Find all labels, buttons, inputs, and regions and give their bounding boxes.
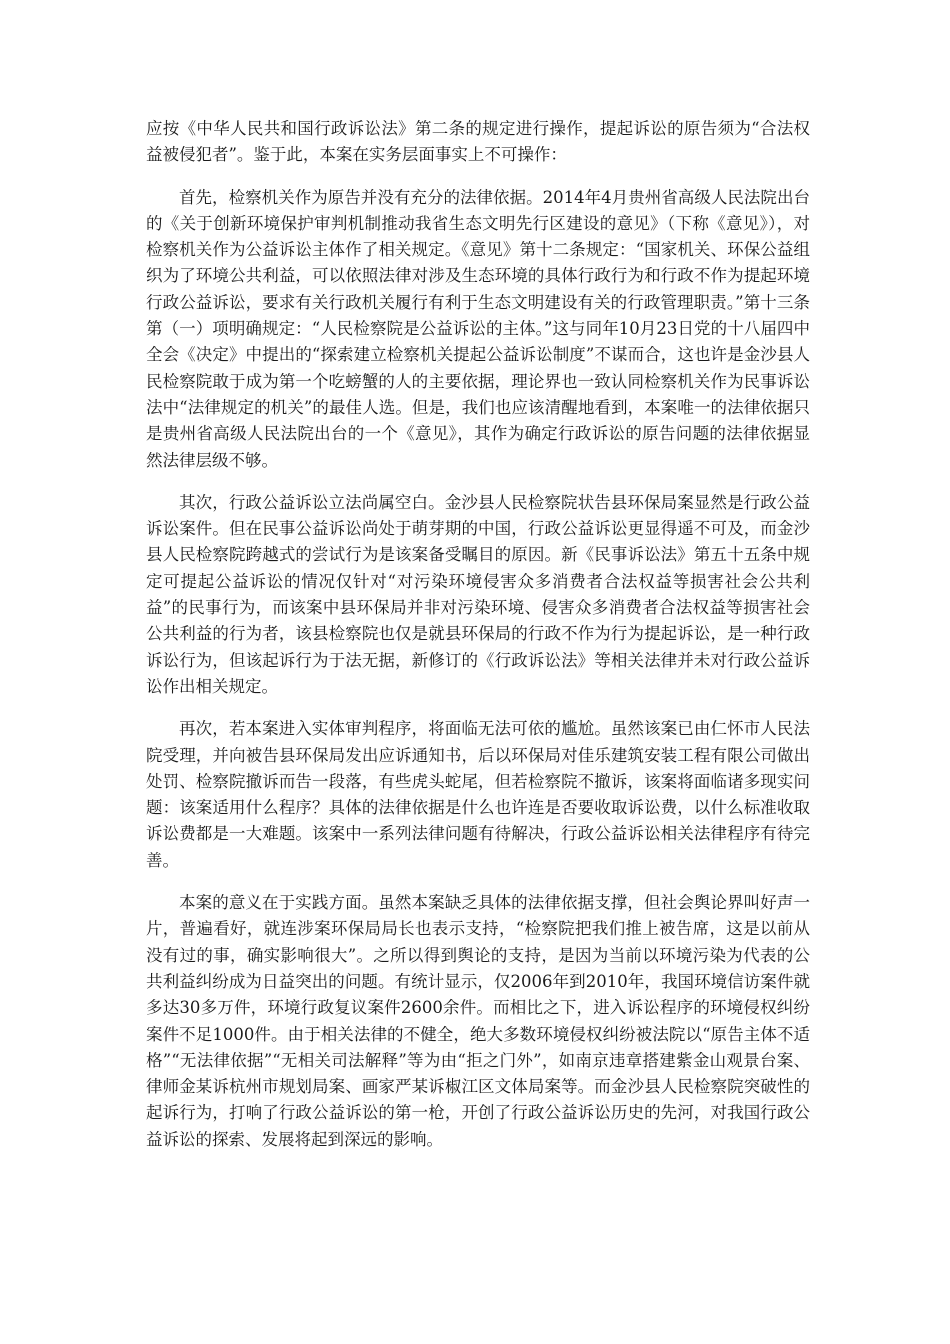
paragraph-third-point: 再次，若本案进入实体审判程序，将面临无法可依的尴尬。虽然该案已由仁怀市人民法院受理，并向被告县环保局发出应诉通知书，后以环保局对佳乐建筑安装工程有限公司做出处罚、检察院撤诉而告一段落，有些虎头蛇尾，但若检察院不撤诉，该案将面临诸多现实问题：该案适用什么程序？具体的法律依据是什么也许连是否要收取诉讼费，以什么标准收取诉讼费都是一大难题。该案中一系列法律问题有待解决，行政公益诉讼相关法律程序有待完善。 [146, 719, 810, 870]
paragraph-continuation: 应按《中华人民共和国行政诉讼法》第二条的规定进行操作，提起诉讼的原告须为“合法权益被侵犯者”。鉴于此，本案在实务层面事实上不可操作： [146, 119, 810, 165]
paragraph-second-point: 其次，行政公益诉讼立法尚属空白。金沙县人民检察院状告县环保局案显然是行政公益诉讼案件。但在民事公益诉讼尚处于萌芽期的中国，行政公益诉讼更显得遥不可及，而金沙县人民检察院跨越式的尝试行为是该案备受瞩目的原因。新《民事诉讼法》第五十五条中规定可提起公益诉讼的情况仅针对“对污染环境侵害众多消费者合法权益等损害社会公共利益”的民事行为，而该案中县环保局并非对污染环境、侵害众多消费者合法权益等损害社会公共利益的行为者，该县检察院也仅是就县环保局的行政不作为行为提起诉讼，是一种行政诉讼行为，但该起诉行为于法无据，新修订的《行政诉讼法》等相关法律并未对行政公益诉讼作出相关规定。 [146, 492, 810, 696]
paragraph-first-point: 首先，检察机关作为原告并没有充分的法律依据。2014年4月贵州省高级人民法院出台的《关于创新环境保护审判机制推动我省生态文明先行区建设的意见》（下称《意见》），对检察机关作为公益诉讼主体作了相关规定。《意见》第十二条规定：“国家机关、环保公益组织为了环境公共利益，可以依照法律对涉及生态环境的具体行政行为和行政不作为提起环境行政公益诉讼，要求有关行政机关履行有利于生态文明建设有关的行政管理职责。”第十三条第（一）项明确规定：“人民检察院是公益诉讼的主体。”这与同年10月23日党的十八届四中全会《决定》中提出的“探索建立检察机关提起公益诉讼制度”不谋而合，这也许是金沙县人民检察院敢于成为第一个吃螃蟹的人的主要依据，理论界也一致认同检察机关作为民事诉讼法中“法律规定的机关”的最佳人选。但是，我们也应该清醒地看到，本案唯一的法律依据只是贵州省高级人民法院出台的一个《意见》，其作为确定行政诉讼的原告问题的法律依据显然法律层级不够。 [146, 187, 810, 470]
paragraph-significance: 本案的意义在于实践方面。虽然本案缺乏具体的法律依据支撑，但社会舆论界叫好声一片，普遍看好，就连涉案环保局局长也表示支持，“检察院把我们推上被告席，这是以前从没有过的事，确实影响很大”。之所以得到舆论的支持，是因为当前以环境污染为代表的公共利益纠纷成为日益突出的问题。有统计显示，仅2006年到2010年，我国环境信访案件就多达30多万件，环境行政复议案件2600余件。而相比之下，进入诉讼程序的环境侵权纠纷案件不足1000件。由于相关法律的不健全，绝大多数环境侵权纠纷被法院以“原告主体不适格”“无法律依据”“无相关司法解释”等为由“拒之门外”，如南京违章搭建紫金山观景台案、律师金某诉杭州市规划局案、画家严某诉椒江区文体局案等。而金沙县人民检察院突破性的起诉行为，打响了行政公益诉讼的第一枪，开创了行政公益诉讼历史的先河，对我国行政公益诉讼的探索、发展将起到深远的影响。 [146, 893, 810, 1149]
document-body [146, 116, 810, 1169]
